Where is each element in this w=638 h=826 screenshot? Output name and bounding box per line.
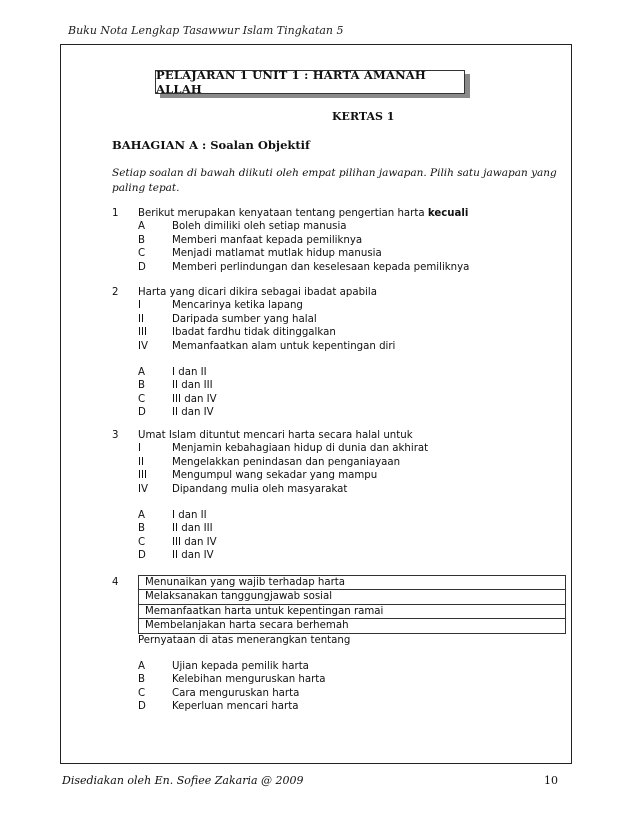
question-3 xyxy=(112,429,428,563)
question-1 xyxy=(112,207,469,274)
question-stem: Harta yang dicari dikira sebagai ibadat apabila xyxy=(138,287,377,298)
question-stem: Pernyataan di atas menerangkan tentang xyxy=(138,634,351,646)
option: B II dan III xyxy=(138,523,213,535)
lesson-title-text: PELAJARAN 1 UNIT 1 : HARTA AMANAH ALLAH xyxy=(156,68,426,96)
footer-author: Disediakan oleh En. Sofiee Zakaria @ 2009 xyxy=(62,774,304,787)
option: A Boleh dimiliki oleh setiap manusia xyxy=(138,221,347,233)
statement-item: I Menjamin kebahagiaan hidup di dunia dan akhirat xyxy=(138,443,429,455)
statement-row: Membelanjakan harta secara berhemah xyxy=(139,619,565,633)
option: A I dan II xyxy=(138,367,207,379)
statement-item: IV Memanfaatkan alam untuk kepentingan diri xyxy=(138,340,396,352)
question-number: 1 xyxy=(112,208,119,219)
question-number: 4 xyxy=(112,577,119,588)
statement-item: III Ibadat fardhu tidak ditinggalkan xyxy=(138,327,336,339)
option: C Menjadi matlamat mutlak hidup manusia xyxy=(138,248,382,260)
section-heading: BAHAGIAN A : Soalan Objektif xyxy=(112,138,310,152)
statement-item: II Mengelakkan penindasan dan penganiayaan xyxy=(138,456,401,468)
option: D II dan IV xyxy=(138,550,214,562)
instruction-text: Setiap soalan di bawah diikuti oleh empat pilihan jawapan. Pilih satu jawapan yang paling tepat. xyxy=(112,167,557,194)
statement-item: III Mengumpul wang sekadar yang mampu xyxy=(138,470,378,482)
statement-item: IV Dipandang mulia oleh masyarakat xyxy=(138,483,348,495)
question-4 xyxy=(112,575,566,714)
option: B II dan III xyxy=(138,380,213,392)
option: B Kelebihan menguruskan harta xyxy=(138,674,326,686)
option: D Keperluan mencari harta xyxy=(138,701,299,713)
question-keyword: kecuali xyxy=(427,208,469,219)
option: C Cara menguruskan harta xyxy=(138,687,300,699)
statement-row: Memanfaatkan harta untuk kepentingan ramai xyxy=(139,605,565,619)
option: A Ujian kepada pemilik harta xyxy=(138,661,309,673)
question-stem: Berikut merupakan kenyataan tentang pengertian harta kecuali xyxy=(138,208,469,219)
statement-table xyxy=(138,575,566,634)
option: B Memberi manfaat kepada pemiliknya xyxy=(138,234,363,246)
option: C III dan IV xyxy=(138,393,217,405)
question-number: 2 xyxy=(112,287,119,298)
question-2 xyxy=(112,286,395,420)
option: C III dan IV xyxy=(138,536,217,548)
statement-row: Melaksanakan tanggungjawab sosial xyxy=(139,590,565,604)
paper-label: KERTAS 1 xyxy=(332,110,395,123)
page-header: Buku Nota Lengkap Tasawwur Islam Tingkatan 5 xyxy=(68,24,344,37)
option: A I dan II xyxy=(138,510,207,522)
option: D II dan IV xyxy=(138,407,214,419)
page-number: 10 xyxy=(544,774,558,787)
statement-item: I Mencarinya ketika lapang xyxy=(138,300,303,312)
option: D Memberi perlindungan dan keselesaan kepada pemiliknya xyxy=(138,261,470,273)
statement-row: Menunaikan yang wajib terhadap harta xyxy=(139,576,565,590)
statement-item: II Daripada sumber yang halal xyxy=(138,313,317,325)
question-number: 3 xyxy=(112,430,119,441)
lesson-title xyxy=(155,70,465,94)
question-stem: Umat Islam dituntut mencari harta secara halal untuk xyxy=(138,430,413,441)
